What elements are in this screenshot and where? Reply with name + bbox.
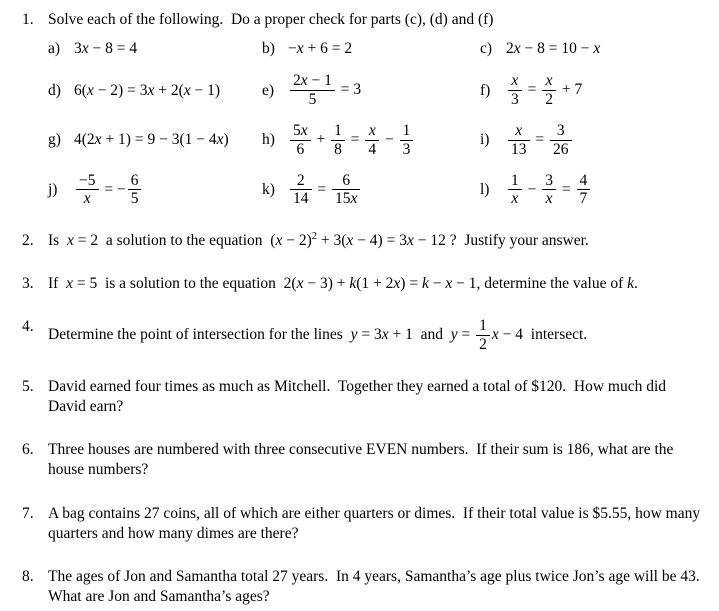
- text-run: The ages of Jon and Samantha total 27 years. In 4 years, Samantha’s age plus twice Jon’s age will be 43. What are Jon and Samantha’s ages?: [48, 567, 708, 606]
- part-label: a): [48, 40, 61, 58]
- fraction-denominator: 14: [290, 189, 312, 208]
- question-1-parts: [48, 39, 703, 208]
- math-text: +: [312, 130, 330, 148]
- question-body: [48, 317, 703, 354]
- part-equation: [74, 130, 229, 150]
- fraction-denominator: 4: [365, 140, 379, 159]
- part: [48, 122, 262, 159]
- question-2: [22, 231, 703, 251]
- math-text: k: [627, 275, 635, 293]
- question-number: 7.: [22, 504, 34, 522]
- fraction-numerator: 1: [479, 317, 487, 335]
- question-5: [22, 377, 703, 417]
- fraction-denominator: 8: [331, 140, 345, 159]
- part: [480, 39, 703, 59]
- part: [480, 72, 703, 109]
- fraction-numerator: 2: [296, 171, 305, 189]
- part: [262, 122, 480, 159]
- text-run: is a solution to the equation: [97, 275, 284, 293]
- math-text: 3x − 8 = 4: [74, 40, 138, 58]
- part-equation: [288, 72, 361, 109]
- fraction: [365, 122, 379, 159]
- fraction-numerator: 1: [511, 171, 519, 189]
- math-text: 2x − 8 = 10 − x: [506, 40, 601, 58]
- math-text: −x + 6 = 2: [288, 40, 353, 58]
- part-label: i): [480, 131, 490, 149]
- fraction: [508, 122, 530, 159]
- question-number: 2.: [22, 232, 34, 250]
- math-text: =: [346, 130, 364, 148]
- math-text: =: [558, 180, 575, 198]
- text-run: If: [48, 275, 67, 293]
- part-label: l): [480, 180, 490, 198]
- fraction-denominator: 3: [400, 140, 414, 159]
- question-text: [48, 231, 703, 251]
- text-run: David earned four times as much as Mitchell. Together they earned a total of $120. How much did David earn?: [48, 378, 670, 416]
- fraction-numerator: 6: [130, 171, 139, 189]
- math-text: y = 3x + 1: [350, 326, 413, 344]
- fraction: [290, 122, 311, 159]
- fraction: [290, 72, 335, 109]
- fraction-denominator: 7: [577, 189, 591, 208]
- part-equation: [506, 72, 582, 109]
- fraction: [476, 317, 490, 354]
- math-text: =: [313, 180, 330, 198]
- question-number: 6.: [22, 441, 34, 459]
- part-equation: [288, 172, 362, 209]
- question-3: [22, 274, 703, 294]
- fraction-denominator: 2: [542, 90, 556, 109]
- fraction-numerator: 2x − 1: [293, 72, 332, 90]
- fraction-numerator: x: [515, 121, 523, 139]
- superscript: 2: [311, 231, 318, 242]
- fraction-denominator: 2: [476, 335, 490, 354]
- math-text: = 3: [336, 81, 362, 99]
- part: [480, 172, 703, 209]
- fraction-denominator: x: [508, 189, 522, 208]
- text-run: Determine the point of intersection for the lines: [48, 326, 351, 344]
- text-run: Is: [48, 232, 67, 250]
- math-text: =: [523, 81, 541, 99]
- question-6: [22, 440, 703, 480]
- text-run: and: [412, 326, 451, 344]
- part-equation: [74, 39, 137, 59]
- fraction: [128, 172, 142, 209]
- question-number: 8.: [22, 567, 34, 585]
- fraction: [542, 172, 556, 209]
- question-text: [48, 377, 703, 417]
- question-text: [48, 504, 703, 544]
- question-text: [48, 440, 703, 480]
- fraction: [508, 172, 522, 209]
- part: [48, 72, 262, 109]
- part: [48, 172, 262, 209]
- fraction: [331, 122, 345, 159]
- question-number: 1.: [22, 11, 34, 28]
- fraction-denominator: x: [542, 189, 556, 208]
- text-run: Three houses are numbered with three consecutive EVEN numbers. If their sum is 186, what are the house numbers?: [48, 441, 678, 479]
- part-equation: [288, 39, 352, 59]
- math-text: 6(x − 2) = 3x + 2(x − 1): [74, 81, 221, 99]
- part-equation: [74, 172, 143, 209]
- math-text: −: [523, 180, 541, 198]
- part-label: d): [48, 81, 61, 99]
- fraction-denominator: 3: [508, 90, 522, 109]
- math-text: y =: [450, 326, 475, 344]
- text-run: intersect.: [523, 326, 588, 344]
- question-body: [48, 231, 703, 251]
- fraction-denominator: 13: [508, 140, 530, 159]
- question-body: [48, 440, 703, 480]
- part: [262, 172, 480, 209]
- question-number: 4.: [22, 318, 34, 336]
- fraction-denominator: x: [76, 189, 99, 208]
- math-text: −: [381, 130, 398, 148]
- part-equation: [506, 39, 600, 59]
- fraction: [542, 72, 556, 109]
- part-label: k): [262, 180, 275, 198]
- math-text: x = 2: [66, 232, 99, 250]
- math-text: 4(2x + 1) = 9 − 3(1 − 4x): [74, 131, 229, 149]
- question-body: [48, 377, 703, 417]
- question-body: [48, 274, 703, 294]
- question-body: [48, 10, 703, 208]
- question-text: [48, 317, 703, 354]
- math-text: + 3(x − 4) = 3x − 12 ?: [317, 232, 457, 250]
- math-text: =: [531, 130, 548, 148]
- part-label: b): [262, 40, 275, 58]
- fraction-denominator: 26: [550, 140, 572, 159]
- fraction-denominator: 5: [128, 189, 142, 208]
- question-body: [48, 504, 703, 544]
- question-8: [22, 567, 708, 607]
- fraction-numerator: −5: [79, 171, 96, 189]
- part-label: j): [48, 180, 58, 198]
- fraction-numerator: 3: [545, 171, 553, 189]
- part: [262, 72, 480, 109]
- fraction-numerator: 6: [342, 171, 351, 189]
- part-equation: [506, 172, 592, 209]
- question-7: [22, 504, 703, 544]
- fraction: [577, 172, 591, 209]
- fraction-denominator: 6: [290, 140, 311, 159]
- question-text: [48, 567, 708, 607]
- fraction-numerator: x: [545, 72, 553, 90]
- part-equation: [506, 122, 574, 159]
- fraction-denominator: 5: [290, 90, 335, 109]
- fraction: [400, 122, 414, 159]
- part-label: h): [262, 131, 275, 149]
- text-run: .: [634, 275, 638, 293]
- fraction: [290, 172, 312, 209]
- math-text: (x − 2): [270, 232, 312, 250]
- part-label: e): [262, 81, 275, 99]
- question-text: Solve each of the following. Do a proper check for parts (c), (d) and (f): [48, 11, 494, 28]
- fraction: [508, 72, 522, 109]
- text-run: a solution to the equation: [98, 232, 271, 250]
- question-number: 5.: [22, 378, 34, 396]
- math-text: = −: [100, 180, 126, 198]
- question-1: [22, 10, 703, 208]
- fraction-numerator: x: [368, 121, 376, 139]
- fraction-numerator: 1: [402, 121, 411, 139]
- text-run: A bag contains 27 coins, all of which are either quarters or dimes. If their total value is $5.55, how many quarters and how many dimes are there?: [48, 504, 704, 542]
- fraction-numerator: 3: [556, 121, 565, 139]
- part: [262, 39, 480, 59]
- fraction: [76, 172, 99, 209]
- question-body: [48, 567, 708, 607]
- math-text: 2(x − 3) + k(1 + 2x) = k − x − 1: [283, 275, 477, 293]
- part-equation: [74, 81, 220, 101]
- part-label: c): [480, 40, 493, 58]
- part-label: g): [48, 131, 61, 149]
- part-label: f): [480, 81, 491, 99]
- part: [48, 39, 262, 59]
- fraction-numerator: 1: [334, 121, 342, 139]
- part-equation: [288, 122, 415, 159]
- math-text: + 7: [558, 81, 583, 99]
- fraction-denominator: 15x: [332, 189, 360, 208]
- text-run: Justify your answer.: [456, 232, 589, 250]
- math-text: x = 5: [66, 275, 98, 293]
- part: [480, 122, 703, 159]
- question-number: 3.: [22, 275, 34, 293]
- question-text: [48, 274, 703, 294]
- text-run: , determine the value of: [476, 275, 628, 293]
- math-text: x − 4: [491, 326, 524, 344]
- fraction-numerator: x: [511, 72, 519, 90]
- fraction-numerator: 5x: [293, 121, 308, 139]
- fraction: [332, 172, 360, 209]
- question-4: [22, 317, 703, 354]
- fraction: [550, 122, 572, 159]
- fraction-numerator: 4: [579, 171, 588, 189]
